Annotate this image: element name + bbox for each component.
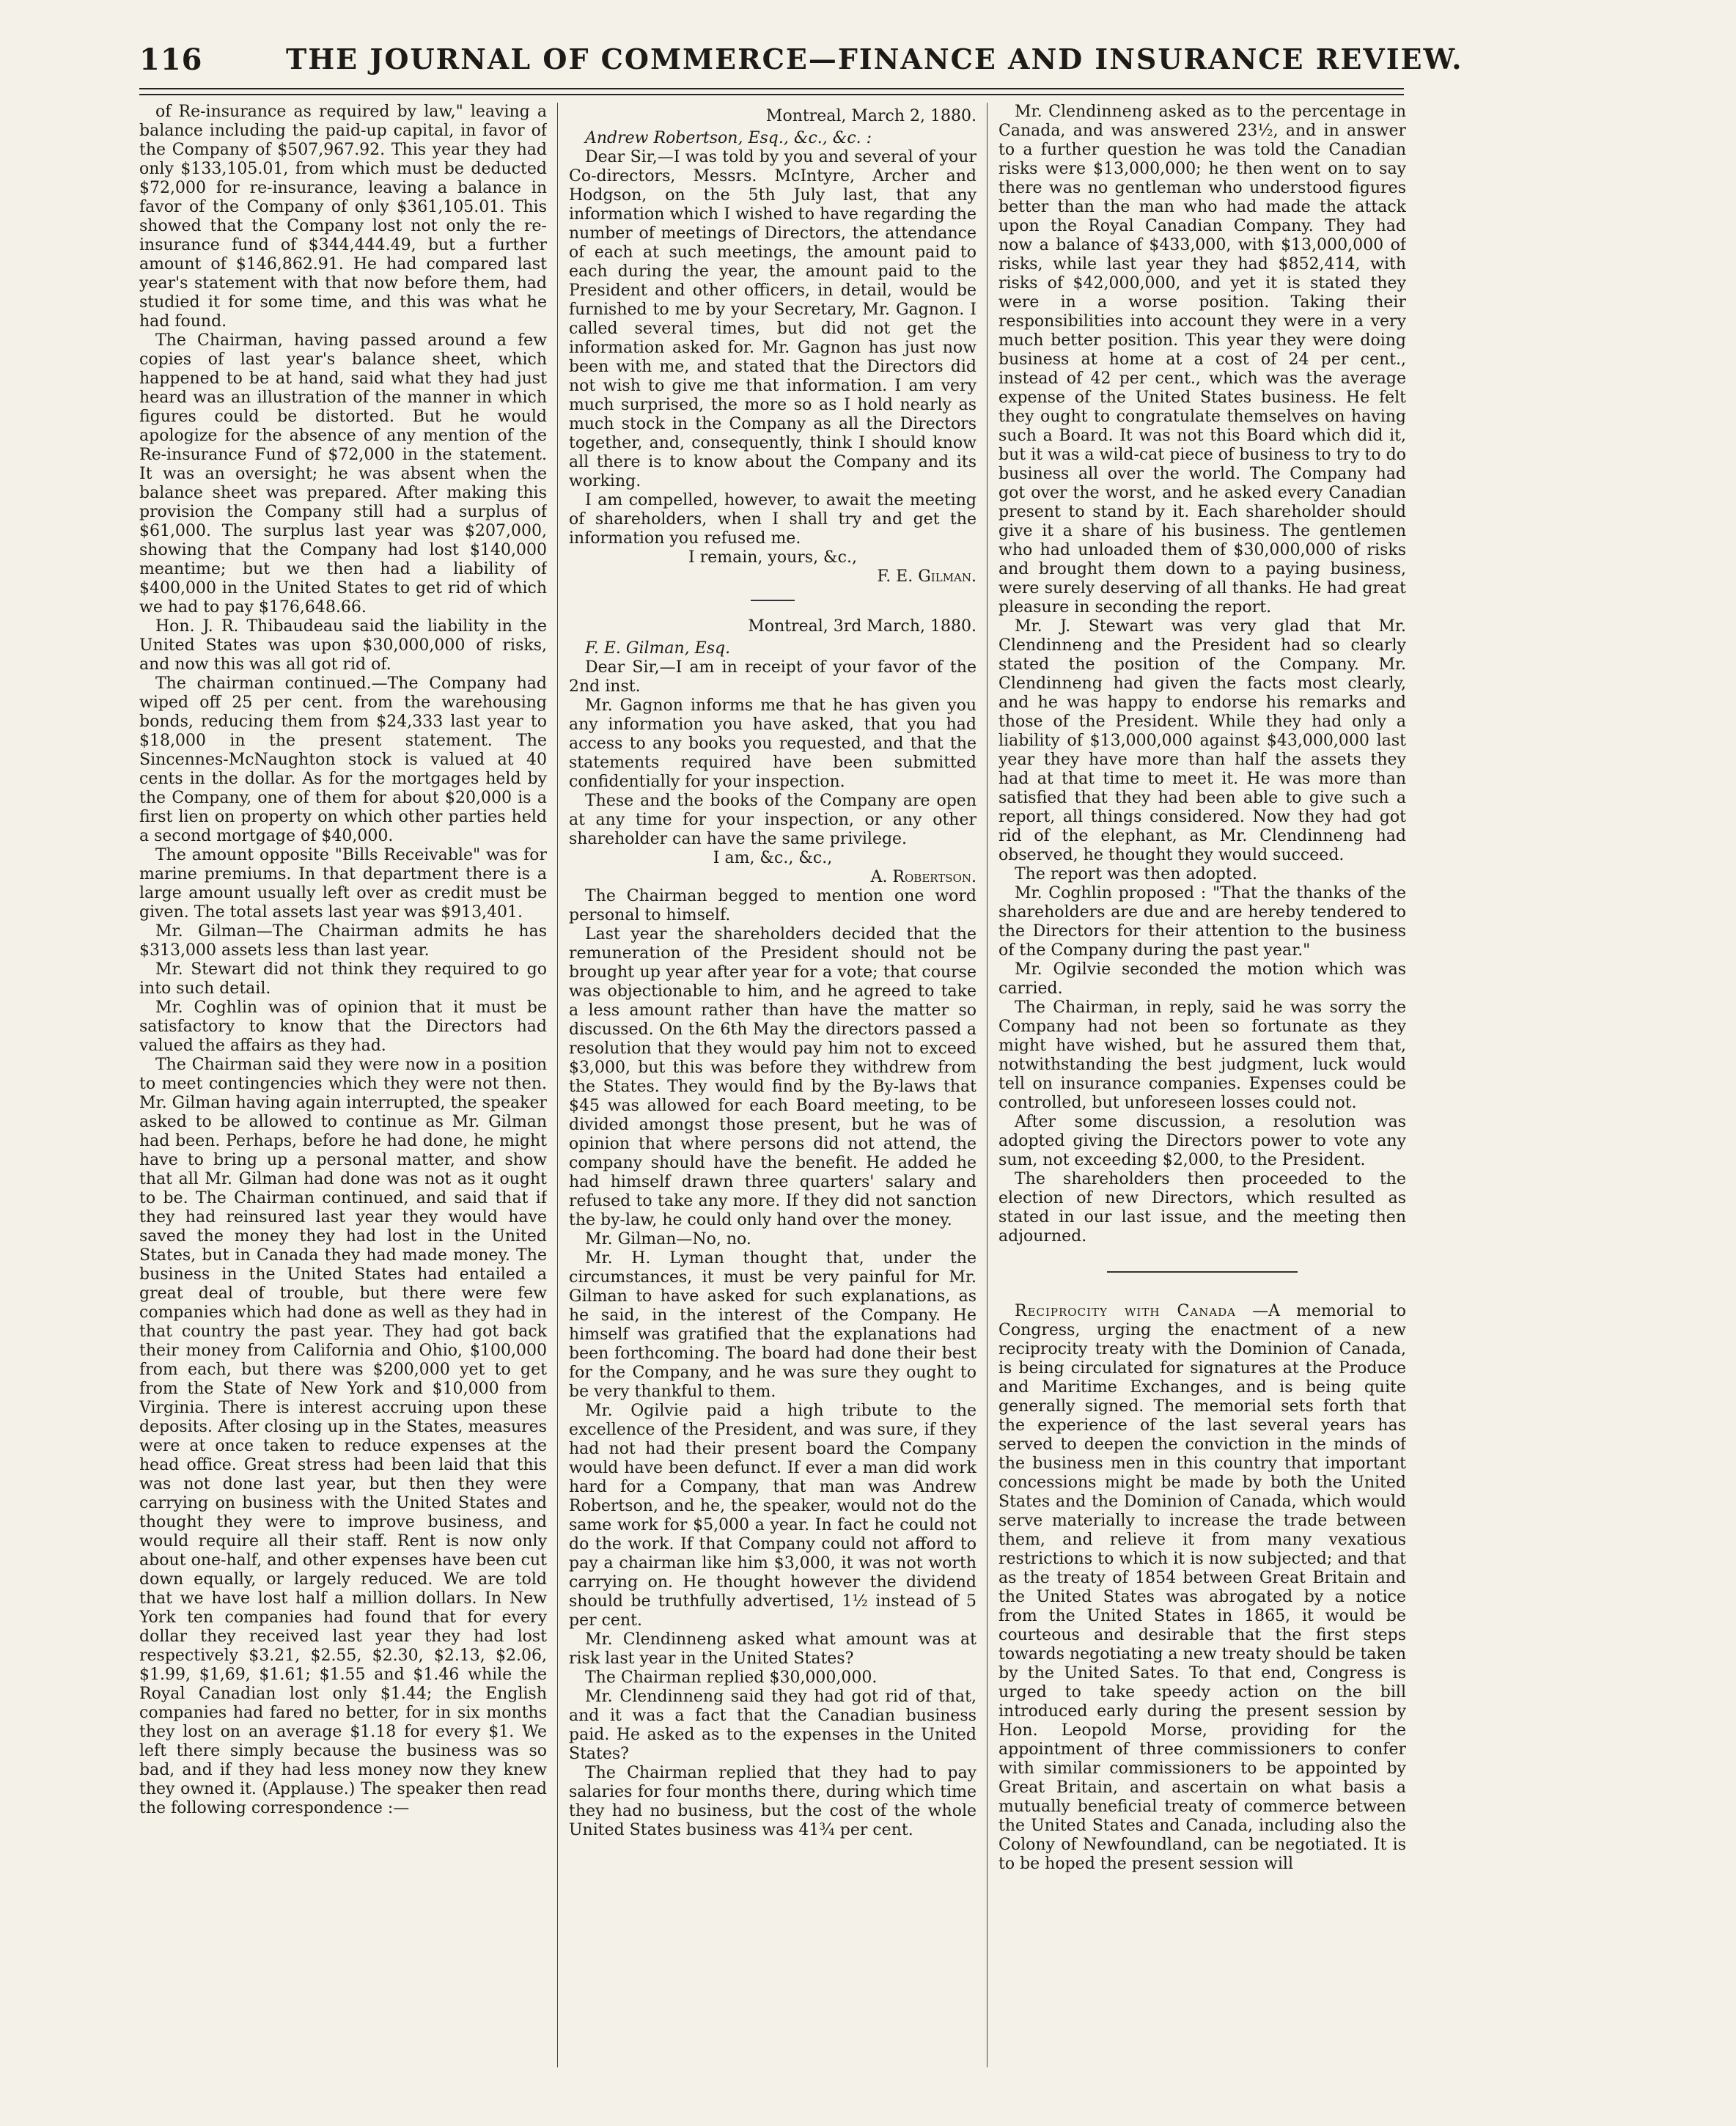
column-middle (569, 103, 976, 2097)
paragraph: Mr. Ogilvie seconded the motion which was carried. (998, 960, 1406, 998)
letter-dateline: Montreal, March 2, 1880. (765, 107, 976, 125)
letter-addressee: F. E. Gilman, Esq. (585, 639, 731, 658)
paragraph: The Chairman begged to mention one word personal to himself. (569, 887, 976, 924)
paragraph: Mr. Coghlin proposed : "That the thanks of the shareholders are due and are hereby tendered to the Directors for their attention to the business of the Company during the past year." (998, 884, 1406, 960)
paragraph: Mr. Stewart did not think they required to go into such detail. (139, 960, 547, 998)
paragraph: Dear Sir,—I was told by you and several of your Co-directors, Messrs. McIntyre, Archer and Hodgson, on the 5th July last, that any information which I wished to have regarding the number of meetings of Directors, the attendance of each at such meetings, the amount paid to each during the year, the amount paid to the President and other officers, in detail, would be furnished to me by your Secretary, Mr. Gagnon. I called several times, but did not get the information asked for. Mr. Gagnon has just now been with me, and stated that the Directors did not wish to give me that information. I am very much surprised, the more so as I hold nearly as much stock in the Company as all the Directors together, and, consequently, think I should know all there is to know about the Company and its working. (569, 148, 976, 490)
section-divider (751, 600, 795, 601)
paragraph: Mr. H. Lyman thought that, under the circumstances, it must be very painful for Mr. Gilman to have asked for such explanations, as he said, in the interest of the Company. He himself was gratified that the explanations had been forthcoming. The board had done their best for the Company, and he was sure they ought to be very thankful to them. (569, 1249, 976, 1401)
article-reciprocity (998, 1302, 1406, 1874)
letter-signature: F. E. Gilman. (877, 567, 976, 586)
paragraph: The chairman continued.—The Company had wiped off 25 per cent. from the warehousing bonds, reducing them from $24,333 last year to $18,000 in the present statement. The Sincennes-McNaughton stock is valued at 40 cents in the dollar. As for the mortgages held by the Company, one of them for about $20,000 is a first lien on property on which other parties held a second mortgage of $40,000. (139, 674, 547, 845)
page-number: 116 (139, 43, 203, 77)
paragraph: The Chairman, having passed around a few copies of last year's balance sheet, which happened to be at hand, said what they had just heard was an illustration of the manner in which figures could be distorted. But he would apologize for the absence of any mention of the Re-insurance Fund of $72,000 in the statement. It was an oversight; he was absent when the balance sheet was prepared. After making this provision the Company still had a surplus of $61,000. The surplus last year was $207,000, showing that the Company had lost $140,000 meantime; but we then had a liability of $400,000 in the United States to get rid of which we had to pay $176,648.66. (139, 331, 547, 617)
paragraph: Mr. Gilman—No, no. (585, 1230, 751, 1248)
paragraph: After some discussion, a resolution was adopted giving the Directors power to vote any sum, not exceeding $2,000, to the President. (998, 1113, 1406, 1169)
paragraph: Hon. J. R. Thibaudeau said the liability in the United States was upon $30,000,000 of risks, and now this was all got rid of. (139, 617, 547, 674)
paragraph: The Chairman said they were now in a position to meet contingencies which they were not then. Mr. Gilman having again interrupted, the speaker asked to be allowed to continue as Mr. Gilman had been. Perhaps, before he had done, he might have to bring up a personal matter, and show that all Mr. Gilman had done was not as it ought to be. The Chairman continued, and said that if they had reinsured last year they would have saved the money they had lost in the United States, but in Canada they had made money. The business in the United States had entailed a great deal of trouble, but there were few companies which had done as well as they had in that country the past year. They had got back their money from California and Ohio, $100,000 from each, but there was $200,000 yet to get from the State of New York and $10,000 from Virginia. There is interest accruing upon these deposits. After closing up in the States, measures were at once taken to reduce expenses at the head office. Great stress had been laid that this was not done last year, but then they were carrying on business with the United States and thought they were to improve business, and would require all their staff. Rent is now only about one-half, and other expenses have been cut down equally, or largely reduced. We are told that we have lost half a million dollars. In New York ten companies had found that for every dollar they received last year they had lost respectively $3.21, $2.55, $2.30, $2.13, $2.06, $1.99, $1,69, $1.61; $1.55 and $1.46 while the Royal Canadian lost only $1.44; the English companies had fared no better, for in six months they lost on an average $1.18 for every $1. We left there simply because the business was so bad, and if they had less money now they knew they owned it. (Applause.) The speaker then read the following correspondence :— (139, 1056, 547, 1817)
paragraph: The report was then adopted. (1015, 865, 1257, 883)
letter-addressee: Andrew Robertson, Esq., &c., &c. : (585, 129, 872, 147)
column-rule (557, 103, 558, 2067)
paragraph: Mr. J. Stewart was very glad that Mr. Clendinneng and the President had so clearly stated the position of the Company. Mr. Clendinneng had given the facts most clearly, and he was happy to endorse his remarks and those of the President. While they had only a liability of $13,000,000 against $43,000,000 last year they have more than half the assets they had at that time to meet it. He was more than satisfied that they had been able to give such a report, all things considered. Now they had got rid of the elephant, as Mr. Clendinneng had observed, he thought they would succeed. (998, 617, 1406, 864)
paragraph: I am compelled, however, to await the meeting of shareholders, when I shall try and get the information you refused me. (569, 491, 976, 548)
article-lead-in: Reciprocity with Canada (1015, 1302, 1237, 1320)
column-right (998, 103, 1406, 2097)
column-left (139, 103, 547, 2097)
paragraph: The Chairman, in reply, said he was sorry the Company had not been so fortunate as they might have wished, but he assured them that, notwithstanding the best judgment, luck would tell on insurance companies. Expenses could be controlled, but unforeseen losses could not. (998, 998, 1406, 1112)
paragraph: Mr. Clendinneng said they had got rid of that, and it was a fact that the Canadian business paid. He asked as to the expenses in the United States? (569, 1688, 976, 1763)
paragraph: The shareholders then proceeded to the election of new Directors, which resulted as stated in our last issue, and the meeting then adjourned. (998, 1170, 1406, 1246)
paragraph: Dear Sir,—I am in receipt of your favor of the 2nd inst. (569, 658, 976, 696)
page-header (139, 43, 1463, 81)
letter-signature: A. Robertson. (870, 868, 976, 886)
section-divider (1107, 1271, 1298, 1273)
letter-closing: I am, &c., &c., (713, 849, 833, 867)
letter-gilman (569, 107, 976, 586)
paragraph: Mr. Gagnon informs me that he has given you any information you have asked, that you had access to any books you requested, and that the statements required have been submitted confidentially for your inspection. (569, 696, 976, 791)
letter-closing: I remain, yours, &c., (688, 548, 857, 567)
letter-robertson (569, 617, 976, 887)
running-title: THE JOURNAL OF COMMERCE—FINANCE AND INSURANCE REVIEW. (286, 43, 1463, 76)
article-body: —A memorial to Congress, urging the enactment of a new reciprocity treaty with the Dominion of Canada, is being circulated for signatures at the Produce and Maritime Exchanges, and is being quite generally signed. The memorial sets forth that the experience of the last several years has served to deepen the conviction in the minds of the business men in this country that important concessions might be made by both the United States and the Dominion of Canada, which would serve materially to increase the trade between them, and relieve it from many vexatious restrictions to which it is now subjected; and that as the treaty of 1854 between Great Britain and the United States was abrogated by a notice from the United States in 1865, it would be courteous and desirable that the first steps towards negotiating a new treaty should be taken by the United Sates. To that end, Congress is urged to take speedy action on the bill introduced early during the present session by Hon. Leopold Morse, providing for the appointment of three commissioners to confer with similar commissioners to be appointed by Great Britain, and ascertain on what basis a mutually beneficial treaty of commerce between the United States and Canada, including also the Colony of Newfoundland, can be negotiated. It is to be hoped the present session will (998, 1302, 1406, 1873)
paragraph: The Chairman replied that they had to pay salaries for four months there, during which time they had no business, but the cost of the whole United States business was 41¾ per cent. (569, 1764, 976, 1839)
paragraph: The Chairman replied $30,000,000. (585, 1669, 878, 1687)
paragraph: These and the books of the Company are open at any time for your inspection, or any other shareholder can have the same privilege. (569, 792, 976, 848)
header-rule (139, 88, 1404, 95)
paragraph: Mr. Ogilvie paid a high tribute to the excellence of the President, and was sure, if they had not had their present board the Company would have been defunct. If ever a man did work hard for a Company, that man was Andrew Robertson, and he, the speaker, would not do the same work for $5,000 a year. In fact he could not do the work. If that Company could not afford to pay a chairman like him $3,000, it was not worth carrying on. He thought however the dividend should be truthfully advertised, 1½ instead of 5 per cent. (569, 1402, 976, 1630)
paragraph: Mr. Clendinneng asked as to the percentage in Canada, and was answered 23½, and in answer to a further question he was told the Canadian risks were $13,000,000; he then went on to say there was no gentleman who understood figures better than the man who had made the attack upon the Royal Canadian Company. They had now a balance of $433,000, with $13,000,000 of risks, while last year they had $852,414, with risks of $42,000,000, and yet it is stated they were in a worse position. Taking their responsibilities into account they were in a very much better position. This year they were doing business at home at a cost of 24 per cent., instead of 42 per cent., which was the average expense of the United States business. He felt they ought to congratulate themselves on having such a Board. It was not this Board which did it, but it was a wild-cat piece of business to try to do business all over the world. The Company had got over the worst, and he asked every Canadian present to stand by it. Each shareholder should give it a share of his business. The gentlemen who had unloaded them of $30,000,000 of risks and brought them down to a paying business, were surely deserving of all thanks. He had great pleasure in seconding the report. (998, 103, 1406, 617)
paragraph: Last year the shareholders decided that the remuneration of the President should not be brought up year after year for a vote; that course was objectionable to him, and he agreed to take a less amount rather than have the matter so discussed. On the 6th May the directors passed a resolution that they would pay him not to exceed $3,000, but this was before they withdrew from the States. They would find by the By-laws that $45 was allowed for each Board meeting, to be divided amongst those present, but he was of opinion that where persons did not attend, the company should have the benefit. He added he had himself drawn three quarters' salary and refused to take any more. If they did not sanction the by-law, he could only hand over the money. (569, 925, 976, 1229)
letter-dateline: Montreal, 3rd March, 1880. (748, 617, 976, 636)
paragraph: of Re-insurance as required by law," leaving a balance including the paid-up capital, in favor of the Company of $507,967.92. This year they had only $133,105.01, from which must be deducted $72,000 for re-insurance, leaving a balance in favor of the Company of only $361,105.01. This showed that the Company lost not only the re-insurance fund of $344,444.49, but a further amount of $146,862.91. He had compared last year's statement with that now before them, had studied it for some time, and this was what he had found. (139, 103, 547, 331)
paragraph: Mr. Gilman—The Chairman admits he has $313,000 assets less than last year. (139, 922, 547, 960)
paragraph: The amount opposite "Bills Receivable" was for marine premiums. In that department there is a large amount usually left over as credit must be given. The total assets last year was $913,401. (139, 846, 547, 922)
paragraph: Mr. Coghlin was of opinion that it must be satisfactory to know that the Directors had valued the affairs as they had. (139, 998, 547, 1055)
paragraph: Mr. Clendinneng asked what amount was at risk last year in the United States? (569, 1630, 976, 1668)
